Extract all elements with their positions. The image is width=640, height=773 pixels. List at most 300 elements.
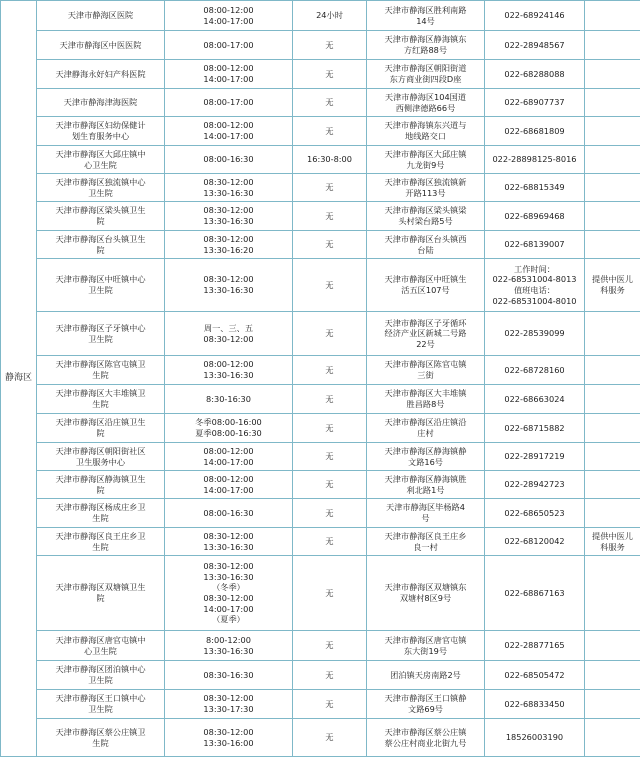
hospital-name-line: 天津市静海区子牙镇中心 bbox=[55, 322, 146, 333]
emergency-hours-cell bbox=[293, 499, 367, 528]
clinic-hours-cell bbox=[165, 146, 293, 174]
clinic-hours-line: 14:00-17:00 bbox=[203, 484, 254, 495]
phone-line: 022-68120042 bbox=[504, 536, 565, 547]
note-line: 提供中医儿 bbox=[592, 530, 633, 541]
address-cell bbox=[367, 690, 485, 719]
table-row bbox=[1, 146, 640, 174]
table-row bbox=[1, 31, 640, 60]
clinic-hours-cell bbox=[165, 385, 293, 414]
clinic-hours-cell bbox=[165, 31, 293, 60]
phone-line: 022-68139007 bbox=[504, 239, 565, 250]
clinic-hours-cell bbox=[165, 117, 293, 146]
address-cell bbox=[367, 31, 485, 60]
clinic-hours-cell bbox=[165, 356, 293, 385]
hospital-name-line: 天津市静海区台头镇卫生 bbox=[55, 233, 146, 244]
hospital-name-cell bbox=[37, 719, 165, 757]
phone-line: 022-68924146 bbox=[504, 10, 565, 21]
emergency-hours-cell bbox=[293, 174, 367, 202]
hospital-name-cell bbox=[37, 661, 165, 690]
hospital-name-cell bbox=[37, 174, 165, 202]
emergency-hours-line: 无 bbox=[325, 393, 334, 404]
hospital-name-line: 天津市静海区独流镇中心 bbox=[55, 176, 146, 187]
clinic-hours-line: 14:00-17:00 bbox=[203, 15, 254, 26]
phone-line: 022-68505472 bbox=[504, 669, 565, 680]
address-cell bbox=[367, 719, 485, 757]
clinic-hours-line: 08:30-16:30 bbox=[203, 669, 254, 680]
emergency-hours-line: 无 bbox=[325, 698, 334, 709]
address-line: 天津市静海区双塘镇东 bbox=[384, 582, 467, 593]
note-cell bbox=[585, 385, 640, 414]
clinic-hours-cell bbox=[165, 499, 293, 528]
phone-cell bbox=[485, 528, 585, 556]
address-line: 西侧津德路66号 bbox=[395, 102, 456, 113]
address-line: 天津市静海区陈官屯镇 bbox=[384, 359, 467, 370]
clinic-hours-line: 8:00-12:00 bbox=[206, 634, 251, 645]
clinic-hours-line: 08:00-12:00 bbox=[203, 473, 254, 484]
note-cell bbox=[585, 719, 640, 757]
phone-line: 022-68650523 bbox=[504, 507, 565, 518]
clinic-hours-cell bbox=[165, 719, 293, 757]
hospital-name-line: 天津市静海区蔡公庄镇卫 bbox=[55, 726, 146, 737]
phone-line: 022-68815349 bbox=[504, 182, 565, 193]
emergency-hours-line: 无 bbox=[325, 279, 334, 290]
address-cell bbox=[367, 146, 485, 174]
clinic-hours-cell bbox=[165, 528, 293, 556]
address-line: 天津市静海区大丰堆镇 bbox=[384, 388, 467, 399]
clinic-hours-line: 08:30-12:00 bbox=[203, 233, 254, 244]
emergency-hours-cell bbox=[293, 231, 367, 259]
phone-line: 022-68907737 bbox=[504, 97, 565, 108]
hospital-name-line: 天津市静海区妇幼保健计 bbox=[55, 120, 146, 131]
clinic-hours-line: 8:30-16:30 bbox=[206, 393, 251, 404]
hospital-name-cell bbox=[37, 312, 165, 356]
table-row bbox=[1, 499, 640, 528]
hospital-name-line: 院 bbox=[96, 244, 105, 255]
table-row bbox=[1, 631, 640, 661]
table-row bbox=[1, 385, 640, 414]
hospital-name-line: 天津市静海区杨成庄乡卫 bbox=[55, 502, 146, 513]
address-line: 天津市静海区沿庄镇沿 bbox=[384, 417, 467, 428]
emergency-hours-line: 无 bbox=[325, 507, 334, 518]
phone-cell bbox=[485, 60, 585, 89]
phone-cell bbox=[485, 443, 585, 471]
note-cell bbox=[585, 528, 640, 556]
address-cell bbox=[367, 174, 485, 202]
clinic-hours-line: 14:00-17:00 bbox=[203, 603, 254, 614]
emergency-hours-line: 无 bbox=[325, 210, 334, 221]
hospital-name-cell bbox=[37, 1, 165, 31]
hospital-name-cell bbox=[37, 443, 165, 471]
emergency-hours-cell bbox=[293, 690, 367, 719]
clinic-hours-cell bbox=[165, 414, 293, 443]
hospital-name-line: 生院 bbox=[92, 370, 109, 380]
note-cell bbox=[585, 312, 640, 356]
emergency-hours-cell bbox=[293, 60, 367, 89]
address-line: 天津市静海区唐官屯镇 bbox=[384, 634, 467, 645]
table-row bbox=[1, 312, 640, 356]
table-row bbox=[1, 202, 640, 231]
hospital-name-line: 天津市静海区静海镇卫生 bbox=[55, 473, 146, 484]
emergency-hours-line: 无 bbox=[325, 587, 334, 598]
address-line: 良一村 bbox=[413, 541, 438, 552]
emergency-hours-line: 24小时 bbox=[316, 10, 343, 21]
hospital-name-line: 天津市静海区王口镇中心 bbox=[55, 693, 146, 704]
clinic-hours-line: 14:00-17:00 bbox=[203, 131, 254, 141]
note-cell bbox=[585, 661, 640, 690]
emergency-hours-cell bbox=[293, 259, 367, 312]
hospital-name-cell bbox=[37, 231, 165, 259]
clinic-hours-line: 08:00-12:00 bbox=[203, 359, 254, 370]
clinic-hours-line: 13:30-16:20 bbox=[203, 244, 254, 255]
hospital-name-line: 天津市静海区大丰堆镇卫 bbox=[55, 388, 146, 399]
phone-line: 022-68715882 bbox=[504, 422, 565, 433]
address-line: 双塘村8区9号 bbox=[399, 593, 452, 603]
phone-line: 022-68833450 bbox=[504, 698, 565, 709]
hospital-name-line: 生院 bbox=[92, 513, 109, 523]
address-line: 天津市静海区静海镇东 bbox=[384, 34, 467, 45]
emergency-hours-cell bbox=[293, 661, 367, 690]
phone-cell bbox=[485, 719, 585, 757]
note-cell bbox=[585, 443, 640, 471]
emergency-hours-cell bbox=[293, 719, 367, 757]
hospital-name-cell bbox=[37, 259, 165, 312]
phone-cell bbox=[485, 499, 585, 528]
clinic-hours-line: 08:00-17:00 bbox=[203, 39, 254, 50]
phone-line: 022-28539099 bbox=[504, 328, 565, 339]
clinic-hours-cell bbox=[165, 556, 293, 631]
address-line: 团泊镇天房南路2号 bbox=[390, 669, 461, 680]
address-cell bbox=[367, 117, 485, 146]
note-line: 科服务 bbox=[600, 285, 625, 295]
clinic-hours-line: 08:30-12:00 bbox=[203, 693, 254, 704]
phone-line: 值班电话： bbox=[514, 285, 555, 295]
table-row bbox=[1, 117, 640, 146]
hospital-name-line: 天津市静海区团泊镇中心 bbox=[55, 664, 146, 675]
hospital-name-line: 院 bbox=[96, 428, 105, 438]
emergency-hours-cell bbox=[293, 471, 367, 499]
clinic-hours-line: 14:00-17:00 bbox=[203, 456, 254, 467]
clinic-hours-line: 13:30-16:30 bbox=[203, 187, 254, 198]
clinic-hours-cell bbox=[165, 60, 293, 89]
phone-cell bbox=[485, 631, 585, 661]
clinic-hours-line: 08:30-12:00 bbox=[203, 333, 254, 344]
clinic-hours-cell bbox=[165, 89, 293, 117]
table-row bbox=[1, 690, 640, 719]
phone-cell bbox=[485, 312, 585, 356]
clinic-hours-line: 08:30-12:00 bbox=[203, 274, 254, 285]
hospital-name-cell bbox=[37, 202, 165, 231]
clinic-hours-line: 08:30-12:00 bbox=[203, 205, 254, 216]
emergency-hours-line: 无 bbox=[325, 422, 334, 433]
clinic-hours-line: 13:30-16:30 bbox=[203, 541, 254, 552]
clinic-hours-line: 13:30-17:30 bbox=[203, 704, 254, 714]
table-row bbox=[1, 528, 640, 556]
address-line: 号 bbox=[421, 513, 430, 523]
clinic-hours-cell bbox=[165, 174, 293, 202]
hospital-name-cell bbox=[37, 414, 165, 443]
hospital-name-cell bbox=[37, 499, 165, 528]
address-cell bbox=[367, 556, 485, 631]
clinic-hours-cell bbox=[165, 202, 293, 231]
address-line: 天津市静海镇东兴道与 bbox=[384, 120, 467, 131]
clinic-hours-line: 13:30-16:30 bbox=[203, 285, 254, 295]
hospital-name-cell bbox=[37, 146, 165, 174]
phone-cell bbox=[485, 356, 585, 385]
emergency-hours-line: 无 bbox=[325, 364, 334, 375]
clinic-hours-line: 08:00-12:00 bbox=[203, 63, 254, 74]
table-row bbox=[1, 719, 640, 757]
clinic-hours-cell bbox=[165, 690, 293, 719]
address-line: 头村梁台路5号 bbox=[398, 216, 453, 226]
address-line: 九龙街9号 bbox=[406, 159, 445, 170]
clinic-hours-cell bbox=[165, 231, 293, 259]
phone-cell bbox=[485, 1, 585, 31]
note-cell bbox=[585, 60, 640, 89]
note-cell bbox=[585, 231, 640, 259]
hospital-name-cell bbox=[37, 89, 165, 117]
address-line: 天津市静海区良王庄乡 bbox=[384, 530, 467, 541]
hospital-name-line: 院 bbox=[96, 484, 105, 495]
emergency-hours-line: 无 bbox=[325, 97, 334, 108]
phone-line: 022-68531004-8010 bbox=[492, 295, 577, 306]
phone-cell bbox=[485, 690, 585, 719]
table-row bbox=[1, 471, 640, 499]
hospital-name-line: 卫生院 bbox=[88, 704, 113, 714]
table-row bbox=[1, 414, 640, 443]
emergency-hours-cell bbox=[293, 356, 367, 385]
hospital-name-line: 天津市静海区中旺镇中心 bbox=[55, 274, 146, 285]
address-line: 方红路88号 bbox=[403, 45, 448, 55]
address-line: 14号 bbox=[416, 15, 435, 26]
address-line: 天津市静海区王口镇静 bbox=[384, 693, 467, 704]
phone-cell bbox=[485, 661, 585, 690]
clinic-hours-line: 08:00-16:30 bbox=[203, 507, 254, 518]
address-line: 天津市静海区大邱庄镇 bbox=[384, 148, 467, 159]
phone-line: 022-28898125-8016 bbox=[492, 154, 577, 165]
hospital-name-line: 卫生服务中心 bbox=[75, 456, 126, 467]
hospital-name-cell bbox=[37, 556, 165, 631]
clinic-hours-cell bbox=[165, 1, 293, 31]
emergency-hours-line: 无 bbox=[325, 451, 334, 462]
hospital-name-line: 天津市静海区陈官屯镇卫 bbox=[55, 359, 146, 370]
clinic-hours-line: 14:00-17:00 bbox=[203, 74, 254, 84]
address-cell bbox=[367, 259, 485, 312]
emergency-hours-line: 无 bbox=[325, 68, 334, 79]
emergency-hours-cell bbox=[293, 1, 367, 31]
hospital-name-line: 生院 bbox=[92, 541, 109, 552]
address-cell bbox=[367, 443, 485, 471]
hospital-name-cell bbox=[37, 356, 165, 385]
address-cell bbox=[367, 385, 485, 414]
hospital-name-line: 生院 bbox=[92, 399, 109, 409]
phone-line: 022-28942723 bbox=[504, 479, 565, 490]
address-cell bbox=[367, 631, 485, 661]
clinic-hours-line: 13:30-16:30 bbox=[203, 645, 254, 656]
hospital-name-line: 天津市静海区大邱庄镇中 bbox=[55, 148, 146, 159]
clinic-hours-line: 08:00-12:00 bbox=[203, 4, 254, 15]
address-line: 胜昌路8号 bbox=[406, 399, 445, 409]
phone-line: 022-68681809 bbox=[504, 125, 565, 136]
note-cell bbox=[585, 202, 640, 231]
table-row bbox=[1, 259, 640, 312]
table-row bbox=[1, 556, 640, 631]
hospital-name-cell bbox=[37, 528, 165, 556]
clinic-hours-line: 08:30-12:00 bbox=[203, 726, 254, 737]
note-cell bbox=[585, 89, 640, 117]
table-row bbox=[1, 356, 640, 385]
clinic-hours-cell bbox=[165, 443, 293, 471]
table-row bbox=[1, 1, 640, 31]
emergency-hours-cell bbox=[293, 414, 367, 443]
address-line: 天津市静海区蔡公庄镇 bbox=[384, 726, 467, 737]
phone-cell bbox=[485, 146, 585, 174]
hospital-name-line: 院 bbox=[96, 216, 105, 226]
phone-line: 022-68663024 bbox=[504, 393, 565, 404]
address-cell bbox=[367, 528, 485, 556]
phone-cell bbox=[485, 414, 585, 443]
address-line: 文路69号 bbox=[408, 704, 443, 714]
emergency-hours-line: 无 bbox=[325, 328, 334, 339]
clinic-hours-line: 08:00-12:00 bbox=[203, 120, 254, 131]
clinic-hours-cell bbox=[165, 661, 293, 690]
note-cell bbox=[585, 31, 640, 60]
address-cell bbox=[367, 231, 485, 259]
emergency-hours-cell bbox=[293, 117, 367, 146]
hospital-name-line: 划生育服务中心 bbox=[71, 131, 130, 141]
address-cell bbox=[367, 471, 485, 499]
clinic-hours-cell bbox=[165, 259, 293, 312]
address-line: 天津市静海区静海镇胜 bbox=[384, 473, 467, 484]
address-cell bbox=[367, 661, 485, 690]
district-cell: 静海区 bbox=[1, 1, 37, 757]
hospital-name-line: 天津市静海区医院 bbox=[67, 10, 134, 21]
hospital-name-line: 心卫生院 bbox=[84, 159, 117, 170]
clinic-hours-cell bbox=[165, 312, 293, 356]
note-cell bbox=[585, 146, 640, 174]
emergency-hours-line: 无 bbox=[325, 732, 334, 743]
phone-cell bbox=[485, 89, 585, 117]
clinic-hours-line: 08:30-12:00 bbox=[203, 561, 254, 572]
emergency-hours-line: 无 bbox=[325, 182, 334, 193]
clinic-hours-line: 13:30-16:30 bbox=[203, 571, 254, 582]
phone-line: 022-68867163 bbox=[504, 587, 565, 598]
hospital-name-line: 卫生院 bbox=[88, 285, 113, 295]
address-line: 台陆 bbox=[417, 244, 434, 255]
phone-cell bbox=[485, 117, 585, 146]
table-row bbox=[1, 231, 640, 259]
hospital-name-cell bbox=[37, 117, 165, 146]
address-line: 活五区107号 bbox=[401, 285, 450, 295]
address-line: 经济产业区新城二号路 bbox=[384, 328, 467, 339]
hospital-name-line: 天津市静海区沿庄镇卫生 bbox=[55, 417, 146, 428]
phone-cell bbox=[485, 231, 585, 259]
address-line: 天津市静海区梁头镇梁 bbox=[384, 205, 467, 216]
note-cell bbox=[585, 174, 640, 202]
address-line: 东大街19号 bbox=[403, 645, 448, 656]
note-cell bbox=[585, 556, 640, 631]
emergency-hours-cell bbox=[293, 443, 367, 471]
emergency-hours-cell bbox=[293, 528, 367, 556]
clinic-hours-line: 08:30-12:00 bbox=[203, 530, 254, 541]
hospital-name-line: 天津市静海区中医医院 bbox=[59, 39, 142, 50]
note-cell bbox=[585, 471, 640, 499]
phone-line: 022-68531004-8013 bbox=[492, 274, 577, 285]
emergency-hours-line: 16:30-8:00 bbox=[307, 154, 352, 165]
table-row bbox=[1, 60, 640, 89]
phone-line: 022-28948567 bbox=[504, 39, 565, 50]
hospital-name-line: 天津市静海区良王庄乡卫 bbox=[55, 530, 146, 541]
phone-cell bbox=[485, 259, 585, 312]
clinic-hours-line: 08:30-12:00 bbox=[203, 176, 254, 187]
note-cell bbox=[585, 690, 640, 719]
clinic-hours-line: （夏季） bbox=[212, 614, 245, 625]
clinic-hours-line: 08:00-17:00 bbox=[203, 97, 254, 108]
clinic-hours-line: 13:30-16:30 bbox=[203, 370, 254, 380]
emergency-hours-cell bbox=[293, 385, 367, 414]
address-line: 三街 bbox=[417, 370, 434, 380]
emergency-hours-line: 无 bbox=[325, 479, 334, 490]
emergency-hours-line: 无 bbox=[325, 39, 334, 50]
hospital-name-cell bbox=[37, 385, 165, 414]
emergency-hours-cell bbox=[293, 146, 367, 174]
phone-line: 022-28877165 bbox=[504, 640, 565, 651]
note-cell bbox=[585, 499, 640, 528]
hospital-name-line: 天津市静海区双塘镇卫生 bbox=[55, 582, 146, 593]
address-line: 地线路交口 bbox=[405, 131, 446, 141]
table-row bbox=[1, 89, 640, 117]
hospital-name-cell bbox=[37, 690, 165, 719]
table-row bbox=[1, 443, 640, 471]
note-cell bbox=[585, 1, 640, 31]
phone-line: 022-28917219 bbox=[504, 451, 565, 462]
address-cell bbox=[367, 60, 485, 89]
note-cell bbox=[585, 414, 640, 443]
note-cell bbox=[585, 259, 640, 312]
emergency-hours-cell bbox=[293, 631, 367, 661]
note-line: 科服务 bbox=[600, 541, 625, 552]
note-line: 提供中医儿 bbox=[592, 274, 633, 285]
clinic-hours-line: 08:30-12:00 bbox=[203, 593, 254, 603]
clinic-hours-line: 冬季08:00-16:00 bbox=[195, 417, 262, 428]
address-cell bbox=[367, 1, 485, 31]
hospital-name-line: 卫生院 bbox=[88, 187, 113, 198]
phone-cell bbox=[485, 471, 585, 499]
note-cell bbox=[585, 631, 640, 661]
hospital-name-line: 天津静海永好妇产科医院 bbox=[55, 68, 146, 79]
emergency-hours-line: 无 bbox=[325, 536, 334, 547]
phone-cell bbox=[485, 202, 585, 231]
phone-line: 022-68728160 bbox=[504, 364, 565, 375]
phone-line: 18526003190 bbox=[505, 732, 564, 743]
address-cell bbox=[367, 202, 485, 231]
hospital-name-line: 天津市静海区唐官屯镇中 bbox=[55, 634, 146, 645]
note-cell bbox=[585, 117, 640, 146]
clinic-hours-line: （冬季） bbox=[212, 582, 245, 593]
hospital-name-line: 院 bbox=[96, 593, 105, 603]
clinic-hours-line: 13:30-16:00 bbox=[203, 737, 254, 748]
address-cell bbox=[367, 414, 485, 443]
phone-cell bbox=[485, 31, 585, 60]
clinic-hours-cell bbox=[165, 631, 293, 661]
emergency-hours-line: 无 bbox=[325, 239, 334, 250]
hospital-name-cell bbox=[37, 60, 165, 89]
address-line: 天津市静海区子牙循环 bbox=[384, 317, 467, 328]
emergency-hours-cell bbox=[293, 89, 367, 117]
hospital-name-line: 心卫生院 bbox=[84, 645, 117, 656]
emergency-hours-cell bbox=[293, 556, 367, 631]
address-line: 开路113号 bbox=[405, 187, 446, 198]
phone-line: 工作时间： bbox=[514, 263, 555, 274]
